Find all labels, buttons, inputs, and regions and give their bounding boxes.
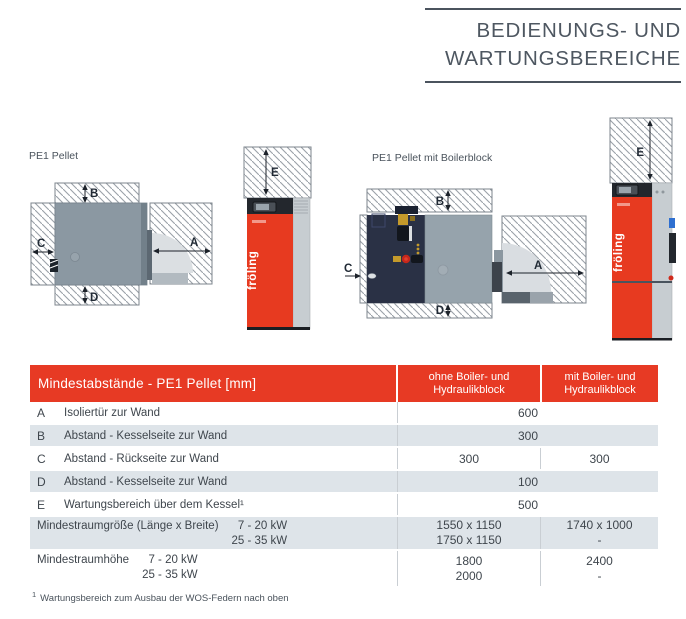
min-distances-table — [30, 365, 658, 588]
boiler-front-view — [244, 147, 311, 330]
wall-zone-bottom — [367, 303, 492, 318]
row-label: Mindestraumgröße (Länge x Breite) — [37, 520, 219, 532]
row-letter: E — [37, 497, 46, 512]
diagram-left-label: PE1 Pellet — [29, 150, 79, 162]
door-handle — [492, 262, 502, 292]
door-open-strip — [152, 273, 188, 284]
diagram-pe1-top-view — [29, 150, 212, 305]
kw-range-1: 7 - 20 kW — [148, 554, 198, 566]
col-mit-line1: mit Boiler- und — [564, 370, 636, 383]
table-row — [30, 517, 658, 551]
row-value-ohne-2: 1750 x 1150 — [436, 533, 502, 547]
row-letter: A — [37, 405, 46, 420]
panel-dot — [656, 191, 659, 194]
row-label: Mindestraumhöhe — [37, 554, 130, 566]
dim-label-a: A — [190, 237, 199, 249]
table-row — [30, 425, 658, 448]
boiler-door-edge — [141, 203, 147, 285]
boiler-base — [612, 338, 672, 341]
page-title-line2: WARTUNGSBEREICHE — [444, 47, 681, 70]
froling-logo-text: fröling — [247, 250, 259, 290]
dim-label-c: C — [344, 263, 353, 275]
page-title-line1: BEDIENUNGS- UND — [476, 19, 681, 42]
hydraulic-top-connector — [395, 206, 418, 214]
table-row — [30, 471, 658, 494]
display-screen-glass — [256, 204, 269, 210]
row-label: Abstand - Rückseite zur Wand — [64, 452, 219, 465]
table-title: Mindestabstände - PE1 Pellet [mm] — [30, 365, 396, 402]
kw-range-2: 25 - 35 kW — [231, 535, 288, 547]
fitting-dot — [417, 244, 420, 247]
model-label-mark — [617, 203, 630, 206]
boiler-top-view — [425, 215, 492, 303]
row-value-mit-2: - — [597, 533, 602, 547]
boiler-boilerblock-front-view — [610, 118, 676, 341]
brass-pipe — [393, 256, 401, 262]
white-pipe — [409, 226, 412, 241]
boiler-handle — [438, 265, 448, 275]
boiler-side-panel — [293, 198, 310, 329]
col-mit-line2: Hydraulikblock — [564, 383, 636, 396]
footnote-text: Wartungsbereich zum Ausbau der WOS-Federn nach oben — [40, 593, 289, 605]
fitting-dot — [417, 252, 420, 255]
row-value-ohne-2: 2000 — [455, 568, 483, 583]
row-value-mit-2: - — [597, 568, 602, 583]
row-letter: C — [37, 451, 46, 466]
row-label: Abstand - Kesselseite zur Wand — [64, 475, 228, 488]
row-label: Wartungsbereich über dem Kessel¹ — [64, 498, 244, 511]
clearance-diagrams — [0, 100, 686, 362]
dim-label-c: C — [37, 238, 46, 250]
title-rule-top — [425, 8, 681, 10]
kw-range-2: 25 - 35 kW — [142, 569, 198, 581]
row-value: 500 — [397, 494, 658, 515]
door-open-strip-dark — [502, 292, 530, 303]
pump-cap — [404, 257, 408, 261]
dimension-arrow-c — [344, 263, 361, 279]
boiler-door-hinge — [147, 230, 152, 280]
pipe-port — [368, 274, 376, 279]
panel-dot — [662, 191, 665, 194]
page-title — [445, 17, 681, 73]
row-letter: D — [37, 474, 46, 489]
model-label-mark — [252, 220, 266, 223]
boiler-handle — [71, 253, 80, 262]
blue-connector — [669, 218, 675, 228]
fitting-dot — [417, 248, 420, 251]
dim-label-d: D — [90, 292, 99, 304]
table-row — [30, 448, 658, 471]
table-header — [30, 365, 658, 402]
boiler-top-view — [55, 203, 147, 285]
pump-motor — [411, 255, 423, 263]
dark-connector — [669, 233, 676, 263]
dim-label-e: E — [271, 167, 279, 179]
dim-label-b: B — [90, 188, 99, 200]
door-open-strip-light — [530, 292, 553, 303]
col-ohne-boilerblock — [398, 365, 540, 402]
boiler-base — [247, 327, 310, 330]
diagram-right-label: PE1 Pellet mit Boilerblock — [372, 152, 493, 164]
row-value-ohne: 300 — [397, 448, 540, 469]
expansion-vessel — [397, 226, 409, 241]
dim-label-d: D — [435, 305, 444, 317]
froling-logo-text: fröling — [613, 232, 625, 272]
footnote-marker: 1 — [32, 590, 37, 599]
table-row — [30, 494, 658, 517]
row-value: 300 — [397, 425, 658, 446]
dim-label-b: B — [435, 196, 444, 208]
row-label: Abstand - Kesselseite zur Wand — [64, 429, 228, 442]
diagram-pe1-boilerblock-top-view — [344, 152, 586, 318]
kw-range-1: 7 - 20 kW — [237, 520, 288, 532]
row-value: 100 — [397, 471, 658, 492]
dim-label-a: A — [534, 260, 543, 272]
row-value-mit-1: 2400 — [586, 553, 613, 568]
row-value-mit-1: 1740 x 1000 — [566, 518, 633, 532]
dimension-arrow-d — [436, 304, 451, 317]
col-ohne-line2: Hydraulikblock — [433, 383, 505, 396]
boilerblock-divider — [612, 281, 672, 283]
dim-label-e: E — [636, 147, 644, 159]
title-rule-bottom — [425, 81, 681, 83]
col-ohne-line1: ohne Boiler- und — [428, 370, 510, 383]
table-row — [30, 402, 658, 425]
brass-valve — [398, 214, 408, 225]
display-screen-glass — [619, 187, 631, 193]
row-label: Isoliertür zur Wand — [64, 406, 161, 419]
row-value: 600 — [397, 402, 658, 423]
row-letter: B — [37, 428, 46, 443]
brass-fitting — [410, 216, 415, 221]
row-value-ohne-1: 1550 x 1150 — [436, 518, 502, 532]
row-value-mit: 300 — [540, 448, 658, 469]
row-value-ohne-1: 1800 — [455, 553, 483, 568]
red-valve-dot — [669, 276, 674, 281]
footnote — [32, 590, 289, 604]
table-row — [30, 551, 658, 588]
col-mit-boilerblock — [542, 365, 658, 402]
wall-zone-left — [360, 215, 367, 303]
wall-zone-top — [367, 189, 492, 212]
